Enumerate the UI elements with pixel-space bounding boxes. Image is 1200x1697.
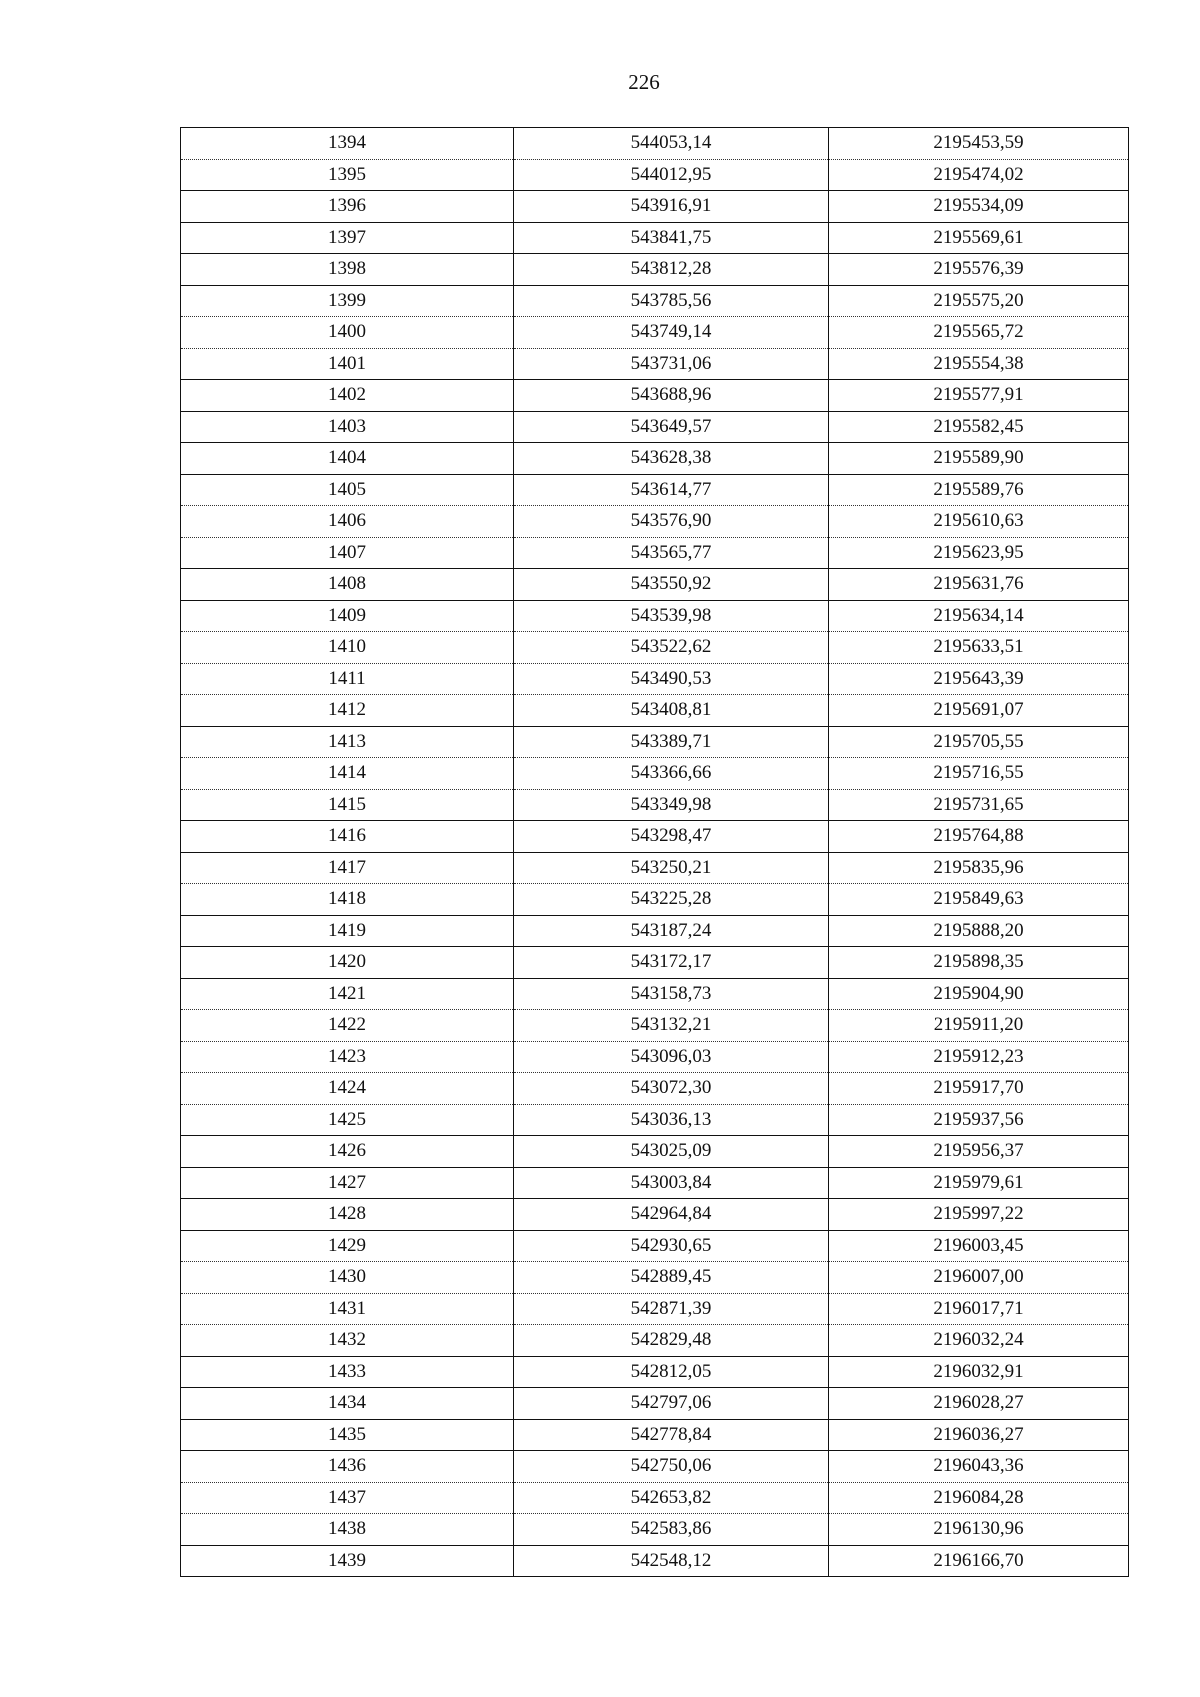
- table-row: [181, 191, 1129, 223]
- table-row: [181, 380, 1129, 412]
- coordinates-table: [180, 127, 1129, 1577]
- x-coordinate-cell: 544053,14: [514, 128, 829, 160]
- x-coordinate-cell: 543522,62: [514, 632, 829, 664]
- table-row: [181, 128, 1129, 160]
- table-row: [181, 978, 1129, 1010]
- table-row: [181, 852, 1129, 884]
- table-row: [181, 1104, 1129, 1136]
- x-coordinate-cell: 544012,95: [514, 159, 829, 191]
- point-number-cell: 1412: [181, 695, 514, 727]
- point-number-cell: 1439: [181, 1545, 514, 1577]
- table-row: [181, 695, 1129, 727]
- y-coordinate-cell: 2195705,55: [829, 726, 1129, 758]
- x-coordinate-cell: 543539,98: [514, 600, 829, 632]
- table-row: [181, 1136, 1129, 1168]
- y-coordinate-cell: 2196007,00: [829, 1262, 1129, 1294]
- x-coordinate-cell: 543688,96: [514, 380, 829, 412]
- x-coordinate-cell: 543158,73: [514, 978, 829, 1010]
- x-coordinate-cell: 543649,57: [514, 411, 829, 443]
- y-coordinate-cell: 2195453,59: [829, 128, 1129, 160]
- table-row: [181, 600, 1129, 632]
- y-coordinate-cell: 2195835,96: [829, 852, 1129, 884]
- x-coordinate-cell: 543731,06: [514, 348, 829, 380]
- point-number-cell: 1429: [181, 1230, 514, 1262]
- x-coordinate-cell: 543550,92: [514, 569, 829, 601]
- x-coordinate-cell: 543389,71: [514, 726, 829, 758]
- point-number-cell: 1402: [181, 380, 514, 412]
- point-number-cell: 1436: [181, 1451, 514, 1483]
- x-coordinate-cell: 542750,06: [514, 1451, 829, 1483]
- point-number-cell: 1419: [181, 915, 514, 947]
- x-coordinate-cell: 542812,05: [514, 1356, 829, 1388]
- x-coordinate-cell: 542829,48: [514, 1325, 829, 1357]
- x-coordinate-cell: 542653,82: [514, 1482, 829, 1514]
- table-row: [181, 1041, 1129, 1073]
- x-coordinate-cell: 542778,84: [514, 1419, 829, 1451]
- y-coordinate-cell: 2195888,20: [829, 915, 1129, 947]
- point-number-cell: 1431: [181, 1293, 514, 1325]
- x-coordinate-cell: 542871,39: [514, 1293, 829, 1325]
- table-row: [181, 159, 1129, 191]
- point-number-cell: 1430: [181, 1262, 514, 1294]
- y-coordinate-cell: 2195554,38: [829, 348, 1129, 380]
- table-row: [181, 317, 1129, 349]
- point-number-cell: 1414: [181, 758, 514, 790]
- x-coordinate-cell: 543349,98: [514, 789, 829, 821]
- y-coordinate-cell: 2195956,37: [829, 1136, 1129, 1168]
- y-coordinate-cell: 2195582,45: [829, 411, 1129, 443]
- point-number-cell: 1418: [181, 884, 514, 916]
- x-coordinate-cell: 543749,14: [514, 317, 829, 349]
- table-row: [181, 1199, 1129, 1231]
- point-number-cell: 1404: [181, 443, 514, 475]
- y-coordinate-cell: 2195904,90: [829, 978, 1129, 1010]
- point-number-cell: 1395: [181, 159, 514, 191]
- point-number-cell: 1424: [181, 1073, 514, 1105]
- y-coordinate-cell: 2195634,14: [829, 600, 1129, 632]
- table-row: [181, 222, 1129, 254]
- table-row: [181, 915, 1129, 947]
- y-coordinate-cell: 2195917,70: [829, 1073, 1129, 1105]
- x-coordinate-cell: 543576,90: [514, 506, 829, 538]
- table-row: [181, 789, 1129, 821]
- x-coordinate-cell: 543614,77: [514, 474, 829, 506]
- y-coordinate-cell: 2195576,39: [829, 254, 1129, 286]
- x-coordinate-cell: 543565,77: [514, 537, 829, 569]
- y-coordinate-cell: 2196084,28: [829, 1482, 1129, 1514]
- y-coordinate-cell: 2196036,27: [829, 1419, 1129, 1451]
- x-coordinate-cell: 543036,13: [514, 1104, 829, 1136]
- point-number-cell: 1409: [181, 600, 514, 632]
- point-number-cell: 1427: [181, 1167, 514, 1199]
- x-coordinate-cell: 542889,45: [514, 1262, 829, 1294]
- table-row: [181, 1545, 1129, 1577]
- y-coordinate-cell: 2195937,56: [829, 1104, 1129, 1136]
- point-number-cell: 1406: [181, 506, 514, 538]
- y-coordinate-cell: 2195643,39: [829, 663, 1129, 695]
- x-coordinate-cell: 543298,47: [514, 821, 829, 853]
- y-coordinate-cell: 2196032,91: [829, 1356, 1129, 1388]
- table-row: [181, 506, 1129, 538]
- table-row: [181, 474, 1129, 506]
- point-number-cell: 1397: [181, 222, 514, 254]
- table-row: [181, 537, 1129, 569]
- x-coordinate-cell: 543025,09: [514, 1136, 829, 1168]
- x-coordinate-cell: 543366,66: [514, 758, 829, 790]
- x-coordinate-cell: 543785,56: [514, 285, 829, 317]
- point-number-cell: 1417: [181, 852, 514, 884]
- x-coordinate-cell: 543096,03: [514, 1041, 829, 1073]
- x-coordinate-cell: 543812,28: [514, 254, 829, 286]
- y-coordinate-cell: 2195534,09: [829, 191, 1129, 223]
- table-row: [181, 443, 1129, 475]
- y-coordinate-cell: 2195631,76: [829, 569, 1129, 601]
- y-coordinate-cell: 2195912,23: [829, 1041, 1129, 1073]
- point-number-cell: 1416: [181, 821, 514, 853]
- x-coordinate-cell: 542930,65: [514, 1230, 829, 1262]
- y-coordinate-cell: 2195589,90: [829, 443, 1129, 475]
- point-number-cell: 1405: [181, 474, 514, 506]
- x-coordinate-cell: 543225,28: [514, 884, 829, 916]
- page-number: 226: [628, 70, 660, 94]
- y-coordinate-cell: 2195911,20: [829, 1010, 1129, 1042]
- table-row: [181, 1388, 1129, 1420]
- point-number-cell: 1413: [181, 726, 514, 758]
- y-coordinate-cell: 2195898,35: [829, 947, 1129, 979]
- y-coordinate-cell: 2195623,95: [829, 537, 1129, 569]
- table-row: [181, 348, 1129, 380]
- table-row: [181, 1514, 1129, 1546]
- table-row: [181, 1230, 1129, 1262]
- point-number-cell: 1407: [181, 537, 514, 569]
- x-coordinate-cell: 542964,84: [514, 1199, 829, 1231]
- table-row: [181, 1356, 1129, 1388]
- y-coordinate-cell: 2195474,02: [829, 159, 1129, 191]
- table-row: [181, 1482, 1129, 1514]
- table-row: [181, 1293, 1129, 1325]
- table-row: [181, 254, 1129, 286]
- point-number-cell: 1426: [181, 1136, 514, 1168]
- table-row: [181, 1262, 1129, 1294]
- x-coordinate-cell: 543072,30: [514, 1073, 829, 1105]
- x-coordinate-cell: 542548,12: [514, 1545, 829, 1577]
- x-coordinate-cell: 543132,21: [514, 1010, 829, 1042]
- point-number-cell: 1423: [181, 1041, 514, 1073]
- y-coordinate-cell: 2195575,20: [829, 285, 1129, 317]
- y-coordinate-cell: 2195569,61: [829, 222, 1129, 254]
- point-number-cell: 1422: [181, 1010, 514, 1042]
- point-number-cell: 1420: [181, 947, 514, 979]
- x-coordinate-cell: 543841,75: [514, 222, 829, 254]
- point-number-cell: 1435: [181, 1419, 514, 1451]
- point-number-cell: 1415: [181, 789, 514, 821]
- y-coordinate-cell: 2195577,91: [829, 380, 1129, 412]
- x-coordinate-cell: 543490,53: [514, 663, 829, 695]
- table-row: [181, 411, 1129, 443]
- x-coordinate-cell: 542583,86: [514, 1514, 829, 1546]
- table-row: [181, 1167, 1129, 1199]
- y-coordinate-cell: 2195849,63: [829, 884, 1129, 916]
- y-coordinate-cell: 2195565,72: [829, 317, 1129, 349]
- y-coordinate-cell: 2195716,55: [829, 758, 1129, 790]
- y-coordinate-cell: 2195731,65: [829, 789, 1129, 821]
- y-coordinate-cell: 2195764,88: [829, 821, 1129, 853]
- table-row: [181, 884, 1129, 916]
- table-row: [181, 1451, 1129, 1483]
- x-coordinate-cell: 542797,06: [514, 1388, 829, 1420]
- point-number-cell: 1433: [181, 1356, 514, 1388]
- table-row: [181, 1010, 1129, 1042]
- table-row: [181, 821, 1129, 853]
- y-coordinate-cell: 2195997,22: [829, 1199, 1129, 1231]
- x-coordinate-cell: 543916,91: [514, 191, 829, 223]
- point-number-cell: 1399: [181, 285, 514, 317]
- x-coordinate-cell: 543408,81: [514, 695, 829, 727]
- x-coordinate-cell: 543172,17: [514, 947, 829, 979]
- point-number-cell: 1428: [181, 1199, 514, 1231]
- y-coordinate-cell: 2195691,07: [829, 695, 1129, 727]
- table-row: [181, 947, 1129, 979]
- y-coordinate-cell: 2196032,24: [829, 1325, 1129, 1357]
- point-number-cell: 1398: [181, 254, 514, 286]
- x-coordinate-cell: 543628,38: [514, 443, 829, 475]
- point-number-cell: 1403: [181, 411, 514, 443]
- y-coordinate-cell: 2196043,36: [829, 1451, 1129, 1483]
- y-coordinate-cell: 2196166,70: [829, 1545, 1129, 1577]
- x-coordinate-cell: 543003,84: [514, 1167, 829, 1199]
- point-number-cell: 1432: [181, 1325, 514, 1357]
- point-number-cell: 1434: [181, 1388, 514, 1420]
- point-number-cell: 1400: [181, 317, 514, 349]
- point-number-cell: 1410: [181, 632, 514, 664]
- y-coordinate-cell: 2196130,96: [829, 1514, 1129, 1546]
- table-row: [181, 569, 1129, 601]
- point-number-cell: 1396: [181, 191, 514, 223]
- point-number-cell: 1437: [181, 1482, 514, 1514]
- y-coordinate-cell: 2196028,27: [829, 1388, 1129, 1420]
- y-coordinate-cell: 2196017,71: [829, 1293, 1129, 1325]
- table-row: [181, 1073, 1129, 1105]
- y-coordinate-cell: 2195633,51: [829, 632, 1129, 664]
- table-row: [181, 1419, 1129, 1451]
- y-coordinate-cell: 2196003,45: [829, 1230, 1129, 1262]
- table-row: [181, 758, 1129, 790]
- table-row: [181, 1325, 1129, 1357]
- y-coordinate-cell: 2195979,61: [829, 1167, 1129, 1199]
- y-coordinate-cell: 2195610,63: [829, 506, 1129, 538]
- x-coordinate-cell: 543250,21: [514, 852, 829, 884]
- point-number-cell: 1438: [181, 1514, 514, 1546]
- point-number-cell: 1421: [181, 978, 514, 1010]
- point-number-cell: 1394: [181, 128, 514, 160]
- point-number-cell: 1411: [181, 663, 514, 695]
- coordinates-table-body: [181, 128, 1129, 1577]
- table-row: [181, 663, 1129, 695]
- y-coordinate-cell: 2195589,76: [829, 474, 1129, 506]
- point-number-cell: 1401: [181, 348, 514, 380]
- point-number-cell: 1425: [181, 1104, 514, 1136]
- point-number-cell: 1408: [181, 569, 514, 601]
- table-row: [181, 726, 1129, 758]
- x-coordinate-cell: 543187,24: [514, 915, 829, 947]
- table-row: [181, 285, 1129, 317]
- table-row: [181, 632, 1129, 664]
